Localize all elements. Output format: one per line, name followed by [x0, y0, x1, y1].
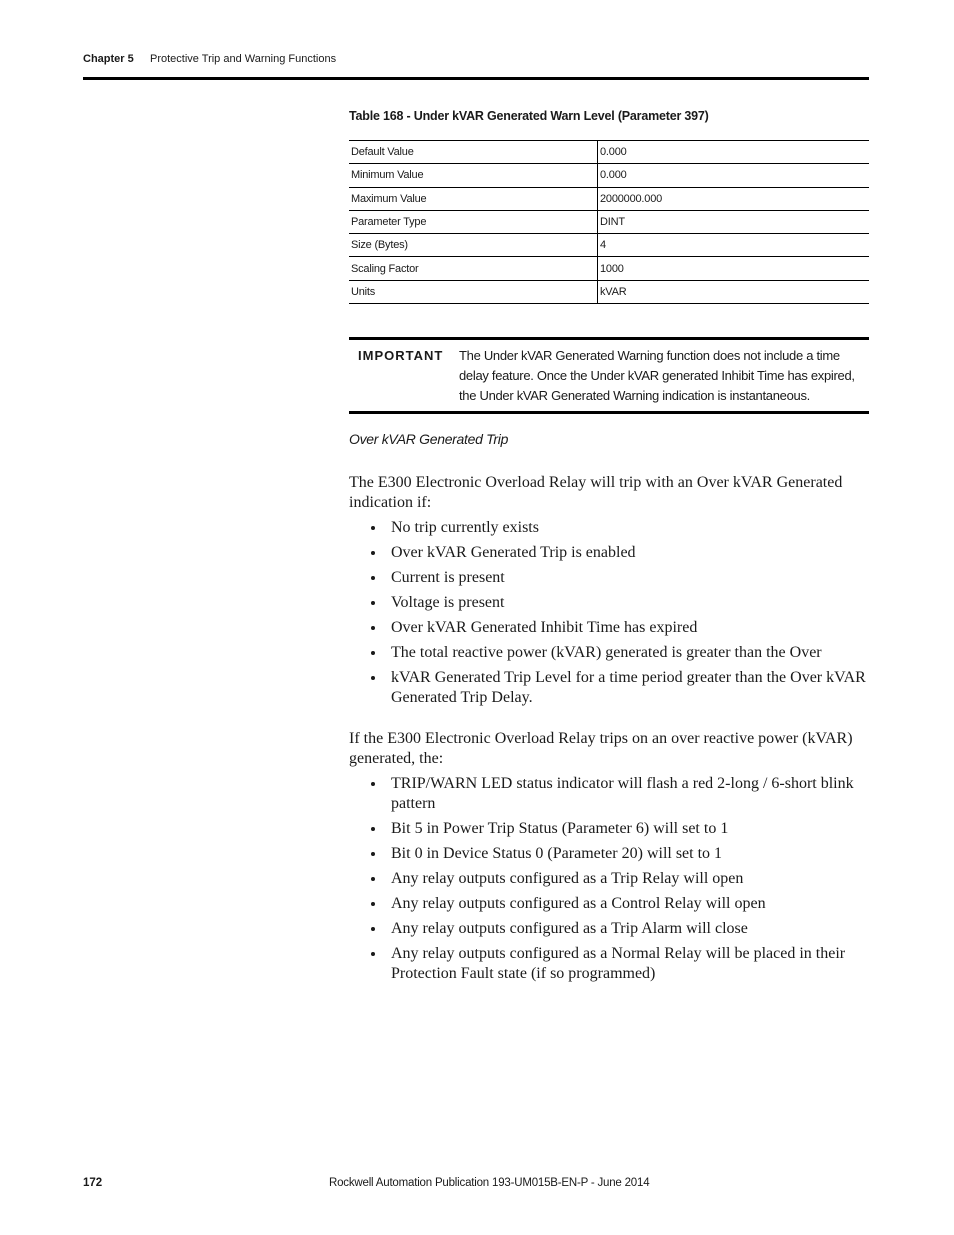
row-label: Units: [349, 280, 598, 303]
row-label: Parameter Type: [349, 210, 598, 233]
bullet-icon: [371, 902, 375, 906]
list-item-text: Bit 0 in Device Status 0 (Parameter 20) will set to 1: [391, 845, 723, 862]
bullet-icon: [371, 526, 375, 530]
row-value: 2000000.000: [598, 187, 870, 210]
row-label: Default Value: [349, 141, 598, 164]
list-item-text: TRIP/WARN LED status indicator will flash a red 2-long / 6-short blink pattern: [391, 775, 854, 812]
row-value: 0.000: [598, 164, 870, 187]
row-value: DINT: [598, 210, 870, 233]
bullet-icon: [371, 952, 375, 956]
important-note: [349, 337, 869, 414]
bullet-icon: [371, 651, 375, 655]
table-row: [349, 280, 869, 303]
important-text: The Under kVAR Generated Warning function does not include a time delay feature. Once the Under kVAR generated Inhibit Time has expired, the Under kVAR Generated Warning indication is instantaneous.: [459, 348, 855, 403]
row-value: 4: [598, 234, 870, 257]
list-item-text: Voltage is present: [391, 594, 505, 611]
row-label: Maximum Value: [349, 187, 598, 210]
list-item: [349, 819, 869, 839]
table-row: [349, 141, 869, 164]
list-item-text: Bit 5 in Power Trip Status (Parameter 6) will set to 1: [391, 820, 729, 837]
list-item-text: Any relay outputs configured as a Trip Relay will open: [391, 870, 744, 887]
list-item: [349, 593, 869, 613]
bullet-icon: [371, 601, 375, 605]
list-item-text: kVAR Generated Trip Level for a time period greater than the Over kVAR Generated Trip Delay.: [391, 669, 866, 706]
page-header: [83, 53, 869, 80]
list-item: [349, 543, 869, 563]
list-item-text: Current is present: [391, 569, 505, 586]
list-item-text: Any relay outputs configured as a Control Relay will open: [391, 895, 766, 912]
row-label: Minimum Value: [349, 164, 598, 187]
row-value: 1000: [598, 257, 870, 280]
bullet-icon: [371, 576, 375, 580]
chapter-label: Chapter 5: [83, 53, 134, 65]
section-title: Over kVAR Generated Trip: [349, 431, 509, 447]
list-item: [349, 894, 869, 914]
parameter-table: [349, 140, 869, 304]
publication-info: Rockwell Automation Publication 193-UM015B-EN-P - June 2014: [329, 1177, 650, 1189]
table-caption: Table 168 - Under kVAR Generated Warn Level (Parameter 397): [349, 109, 709, 123]
table-row: [349, 164, 869, 187]
list-item: [349, 844, 869, 864]
list-item: [349, 869, 869, 889]
list-item: [349, 919, 869, 939]
list-item: [349, 618, 869, 638]
bullet-icon: [371, 827, 375, 831]
list-item-text: Any relay outputs configured as a Trip Alarm will close: [391, 920, 748, 937]
chapter-title: Protective Trip and Warning Functions: [150, 53, 337, 65]
important-tag: IMPORTANT: [358, 348, 444, 363]
list-item: [349, 643, 869, 663]
list-item-text: Any relay outputs configured as a Normal Relay will be placed in their Protection Fault state (if so programmed): [391, 945, 846, 982]
list-item: [349, 668, 869, 708]
bullet-icon: [371, 626, 375, 630]
bullet-icon: [371, 676, 375, 680]
page-number: 172: [83, 1177, 103, 1189]
table-row: [349, 210, 869, 233]
trip-conditions-list: [349, 518, 869, 713]
trip-results-list: [349, 774, 869, 989]
list-item: [349, 944, 869, 984]
table-row: [349, 234, 869, 257]
row-label: Size (Bytes): [349, 234, 598, 257]
row-label: Scaling Factor: [349, 257, 598, 280]
list-item: [349, 518, 869, 538]
list-item: [349, 568, 869, 588]
bullet-icon: [371, 852, 375, 856]
list-item-text: The total reactive power (kVAR) generated is greater than the Over: [391, 644, 822, 661]
list-item: [349, 774, 869, 814]
row-value: kVAR: [598, 280, 870, 303]
bullet-icon: [371, 551, 375, 555]
list-item-text: Over kVAR Generated Trip is enabled: [391, 544, 636, 561]
row-value: 0.000: [598, 141, 870, 164]
trip-result-paragraph: If the E300 Electronic Overload Relay trips on an over reactive power (kVAR) generated, the:: [349, 730, 853, 767]
trip-intro-paragraph: The E300 Electronic Overload Relay will trip with an Over kVAR Generated indication if:: [349, 474, 843, 511]
bullet-icon: [371, 782, 375, 786]
bullet-icon: [371, 927, 375, 931]
table-row: [349, 257, 869, 280]
bullet-icon: [371, 877, 375, 881]
table-row: [349, 187, 869, 210]
list-item-text: No trip currently exists: [391, 519, 539, 536]
list-item-text: Over kVAR Generated Inhibit Time has expired: [391, 619, 698, 636]
